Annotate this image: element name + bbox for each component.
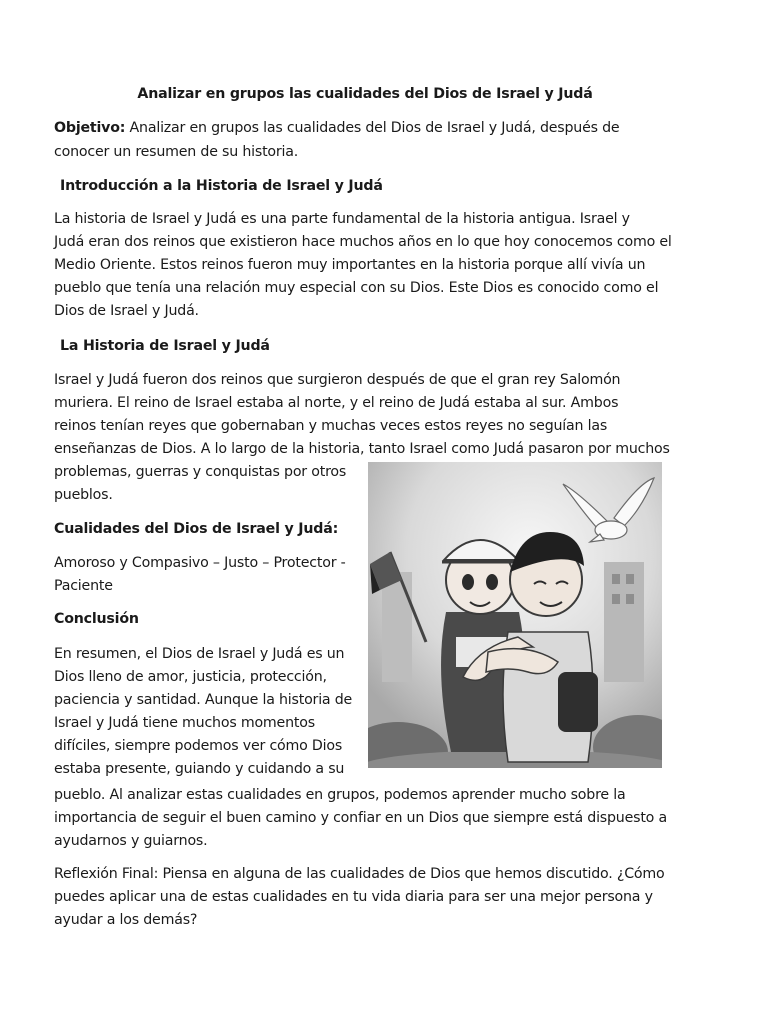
- intro-line: Judá eran dos reinos que existieron hace muchos años en lo que hoy conocemos como el: [54, 234, 672, 250]
- intro-line: Dios de Israel y Judá.: [54, 303, 199, 319]
- reflection-line: puedes aplicar una de estas cualidades en tu vida diaria para ser una mejor persona y: [54, 889, 653, 905]
- qualities-line: Amoroso y Compasivo – Justo – Protector -: [54, 555, 346, 571]
- objective-line-2: conocer un resumen de su historia.: [54, 144, 299, 160]
- history-line: muriera. El reino de Israel estaba al norte, y el reino de Judá estaba al sur. Ambos: [54, 395, 619, 411]
- intro-heading: Introducción a la Historia de Israel y Judá: [60, 178, 383, 194]
- reflection-line: ayudar a los demás?: [54, 912, 198, 928]
- conclusion-line: estaba presente, guiando y cuidando a su: [54, 761, 345, 777]
- history-line: Israel y Judá fueron dos reinos que surgieron después de que el gran rey Salomón: [54, 372, 621, 388]
- conclusion-line: Israel y Judá tiene muchos momentos: [54, 715, 315, 731]
- intro-line: La historia de Israel y Judá es una parte fundamental de la historia antigua. Israel y: [54, 211, 630, 227]
- conclusion-heading: Conclusión: [54, 611, 139, 627]
- objective-text: Analizar en grupos las cualidades del Dios de Israel y Judá, después de: [129, 120, 620, 136]
- conclusion-line: difíciles, siempre podemos ver cómo Dios: [54, 738, 343, 754]
- intro-line: pueblo que tenía una relación muy especial con su Dios. Este Dios es conocido como el: [54, 280, 659, 296]
- history-line: enseñanzas de Dios. A lo largo de la historia, tanto Israel como Judá pasaron por muchos: [54, 441, 670, 457]
- objective-line-1: [54, 118, 619, 138]
- two-children-hugging-illustration: [368, 462, 662, 768]
- intro-line: Medio Oriente. Estos reinos fueron muy importantes en la historia porque allí vivía un: [54, 257, 646, 273]
- conclusion-line: Dios lleno de amor, justicia, protección,: [54, 669, 327, 685]
- qualities-line: Paciente: [54, 578, 113, 594]
- history-line: reinos tenían reyes que gobernaban y muchas veces estos reyes no seguían las: [54, 418, 608, 434]
- conclusion-line: pueblo. Al analizar estas cualidades en grupos, podemos aprender mucho sobre la: [54, 787, 626, 803]
- conclusion-line: paciencia y santidad. Aunque la historia de: [54, 692, 353, 708]
- history-heading: La Historia de Israel y Judá: [60, 338, 270, 354]
- history-line: problemas, guerras y conquistas por otros: [54, 464, 347, 480]
- illustration-icon: [368, 462, 662, 768]
- qualities-heading: Cualidades del Dios de Israel y Judá:: [54, 521, 339, 537]
- objective-label: Objetivo:: [54, 120, 126, 136]
- history-line: pueblos.: [54, 487, 113, 503]
- conclusion-line: ayudarnos y guiarnos.: [54, 833, 208, 849]
- reflection-line: Reflexión Final: Piensa en alguna de las cualidades de Dios que hemos discutido. ¿Cómo: [54, 866, 665, 882]
- conclusion-line: importancia de seguir el buen camino y confiar en un Dios que siempre está dispuesto a: [54, 810, 667, 826]
- conclusion-line: En resumen, el Dios de Israel y Judá es un: [54, 646, 345, 662]
- document-title: Analizar en grupos las cualidades del Dios de Israel y Judá: [137, 86, 593, 102]
